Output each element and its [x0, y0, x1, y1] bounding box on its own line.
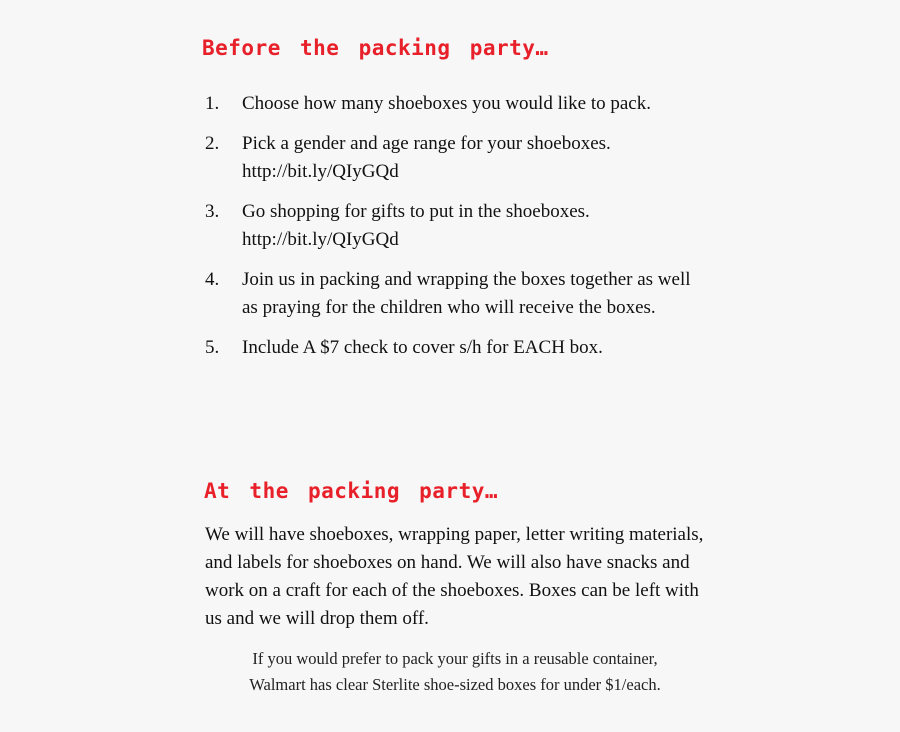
note-line-1: If you would prefer to pack your gifts in a reusable container,: [252, 649, 658, 668]
item-number: 3.: [205, 201, 220, 222]
item-number: 5.: [205, 337, 220, 358]
item-text: Go shopping for gifts to put in the shoeboxes.: [242, 201, 590, 222]
item-number: 4.: [205, 269, 220, 290]
item-number: 1.: [205, 93, 220, 114]
item-text: Pick a gender and age range for your shoeboxes.: [242, 133, 611, 154]
item-link[interactable]: http://bit.ly/QIyGQd: [242, 161, 399, 182]
item-number: 2.: [205, 133, 220, 154]
item-text: Join us in packing and wrapping the boxes together as well as praying for the children who will receive the boxes.: [242, 269, 691, 318]
container-note: [205, 646, 705, 698]
section-heading-at: At the packing party…: [204, 479, 499, 503]
item-text: Include A $7 check to cover s/h for EACH box.: [242, 337, 603, 358]
list-item: [205, 266, 705, 322]
steps-list: [205, 90, 705, 374]
list-item: [205, 334, 705, 362]
list-item: [205, 90, 705, 118]
item-link[interactable]: http://bit.ly/QIyGQd: [242, 229, 399, 250]
item-text: Choose how many shoeboxes you would like to pack.: [242, 93, 651, 114]
list-item: [205, 130, 705, 186]
party-description: We will have shoeboxes, wrapping paper, letter writing materials, and labels for shoeboxes on hand. We will also have snacks and work on a craft for each of the shoeboxes. Boxes can be left with us and we will drop them off.: [205, 524, 704, 629]
note-line-2: Walmart has clear Sterlite shoe-sized boxes for under $1/each.: [249, 675, 661, 694]
section-heading-before: Before the packing party…: [202, 36, 549, 60]
list-item: [205, 198, 705, 254]
